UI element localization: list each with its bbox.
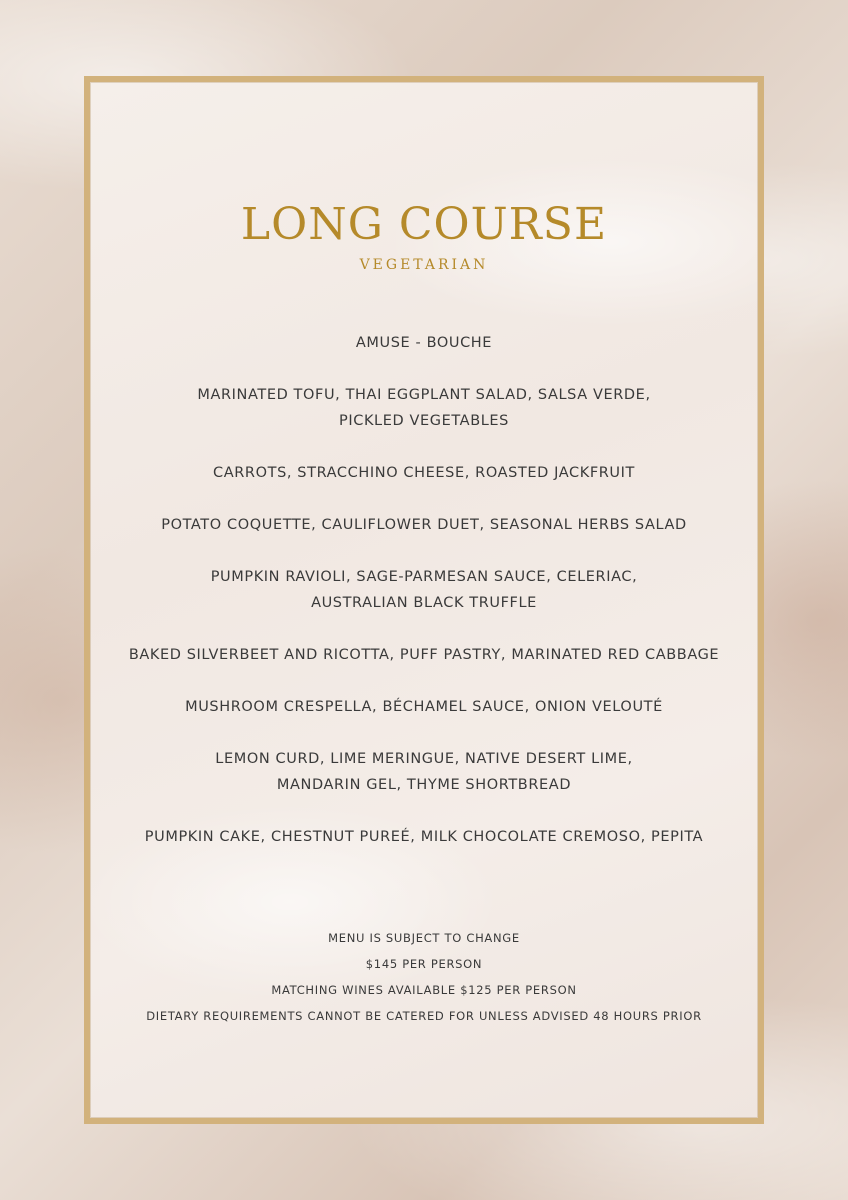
course-line: AUSTRALIAN BLACK TRUFFLE bbox=[311, 595, 537, 611]
course-item bbox=[90, 382, 758, 434]
course-item bbox=[90, 642, 758, 668]
course-item bbox=[90, 512, 758, 538]
course-item bbox=[90, 564, 758, 616]
menu-card bbox=[84, 76, 764, 1124]
footer-note-change: MENU IS SUBJECT TO CHANGE bbox=[328, 931, 520, 945]
course-item bbox=[90, 694, 758, 720]
course-line: MARINATED TOFU, THAI EGGPLANT SALAD, SALSA VERDE, bbox=[197, 387, 651, 403]
course-line: PICKLED VEGETABLES bbox=[339, 413, 509, 429]
course-list bbox=[90, 330, 758, 876]
course-line: MUSHROOM CRESPELLA, BÉCHAMEL SAUCE, ONION VELOUTÉ bbox=[185, 699, 663, 715]
course-line: AMUSE - BOUCHE bbox=[355, 335, 493, 351]
course-line: PUMPKIN RAVIOLI, SAGE-PARMESAN SAUCE, CELERIAC, bbox=[210, 569, 638, 585]
course-line: LEMON CURD, LIME MERINGUE, NATIVE DESERT LIME, bbox=[215, 751, 633, 767]
footer-note-price: $145 PER PERSON bbox=[365, 957, 483, 971]
course-line: POTATO COQUETTE, CAULIFLOWER DUET, SEASONAL HERBS SALAD bbox=[161, 517, 687, 533]
course-line: BAKED SILVERBEET AND RICOTTA, PUFF PASTRY, MARINATED RED CABBAGE bbox=[128, 647, 720, 663]
course-item bbox=[90, 824, 758, 850]
course-item bbox=[90, 330, 758, 356]
course-line: MANDARIN GEL, THYME SHORTBREAD bbox=[276, 777, 572, 793]
footer-note-dietary: DIETARY REQUIREMENTS CANNOT BE CATERED FOR UNLESS ADVISED 48 HOURS PRIOR bbox=[146, 1009, 702, 1023]
menu-footer bbox=[90, 925, 758, 1029]
course-line: PUMPKIN CAKE, CHESTNUT PUREÉ, MILK CHOCOLATE CREMOSO, PEPITA bbox=[144, 829, 704, 845]
course-line: CARROTS, STRACCHINO CHEESE, ROASTED JACKFRUIT bbox=[213, 465, 635, 481]
course-item bbox=[90, 460, 758, 486]
menu-subtitle: VEGETARIAN bbox=[359, 257, 489, 273]
course-item bbox=[90, 746, 758, 798]
menu-title: LONG COURSE bbox=[240, 199, 608, 250]
footer-note-wines: MATCHING WINES AVAILABLE $125 PER PERSON bbox=[271, 983, 577, 997]
